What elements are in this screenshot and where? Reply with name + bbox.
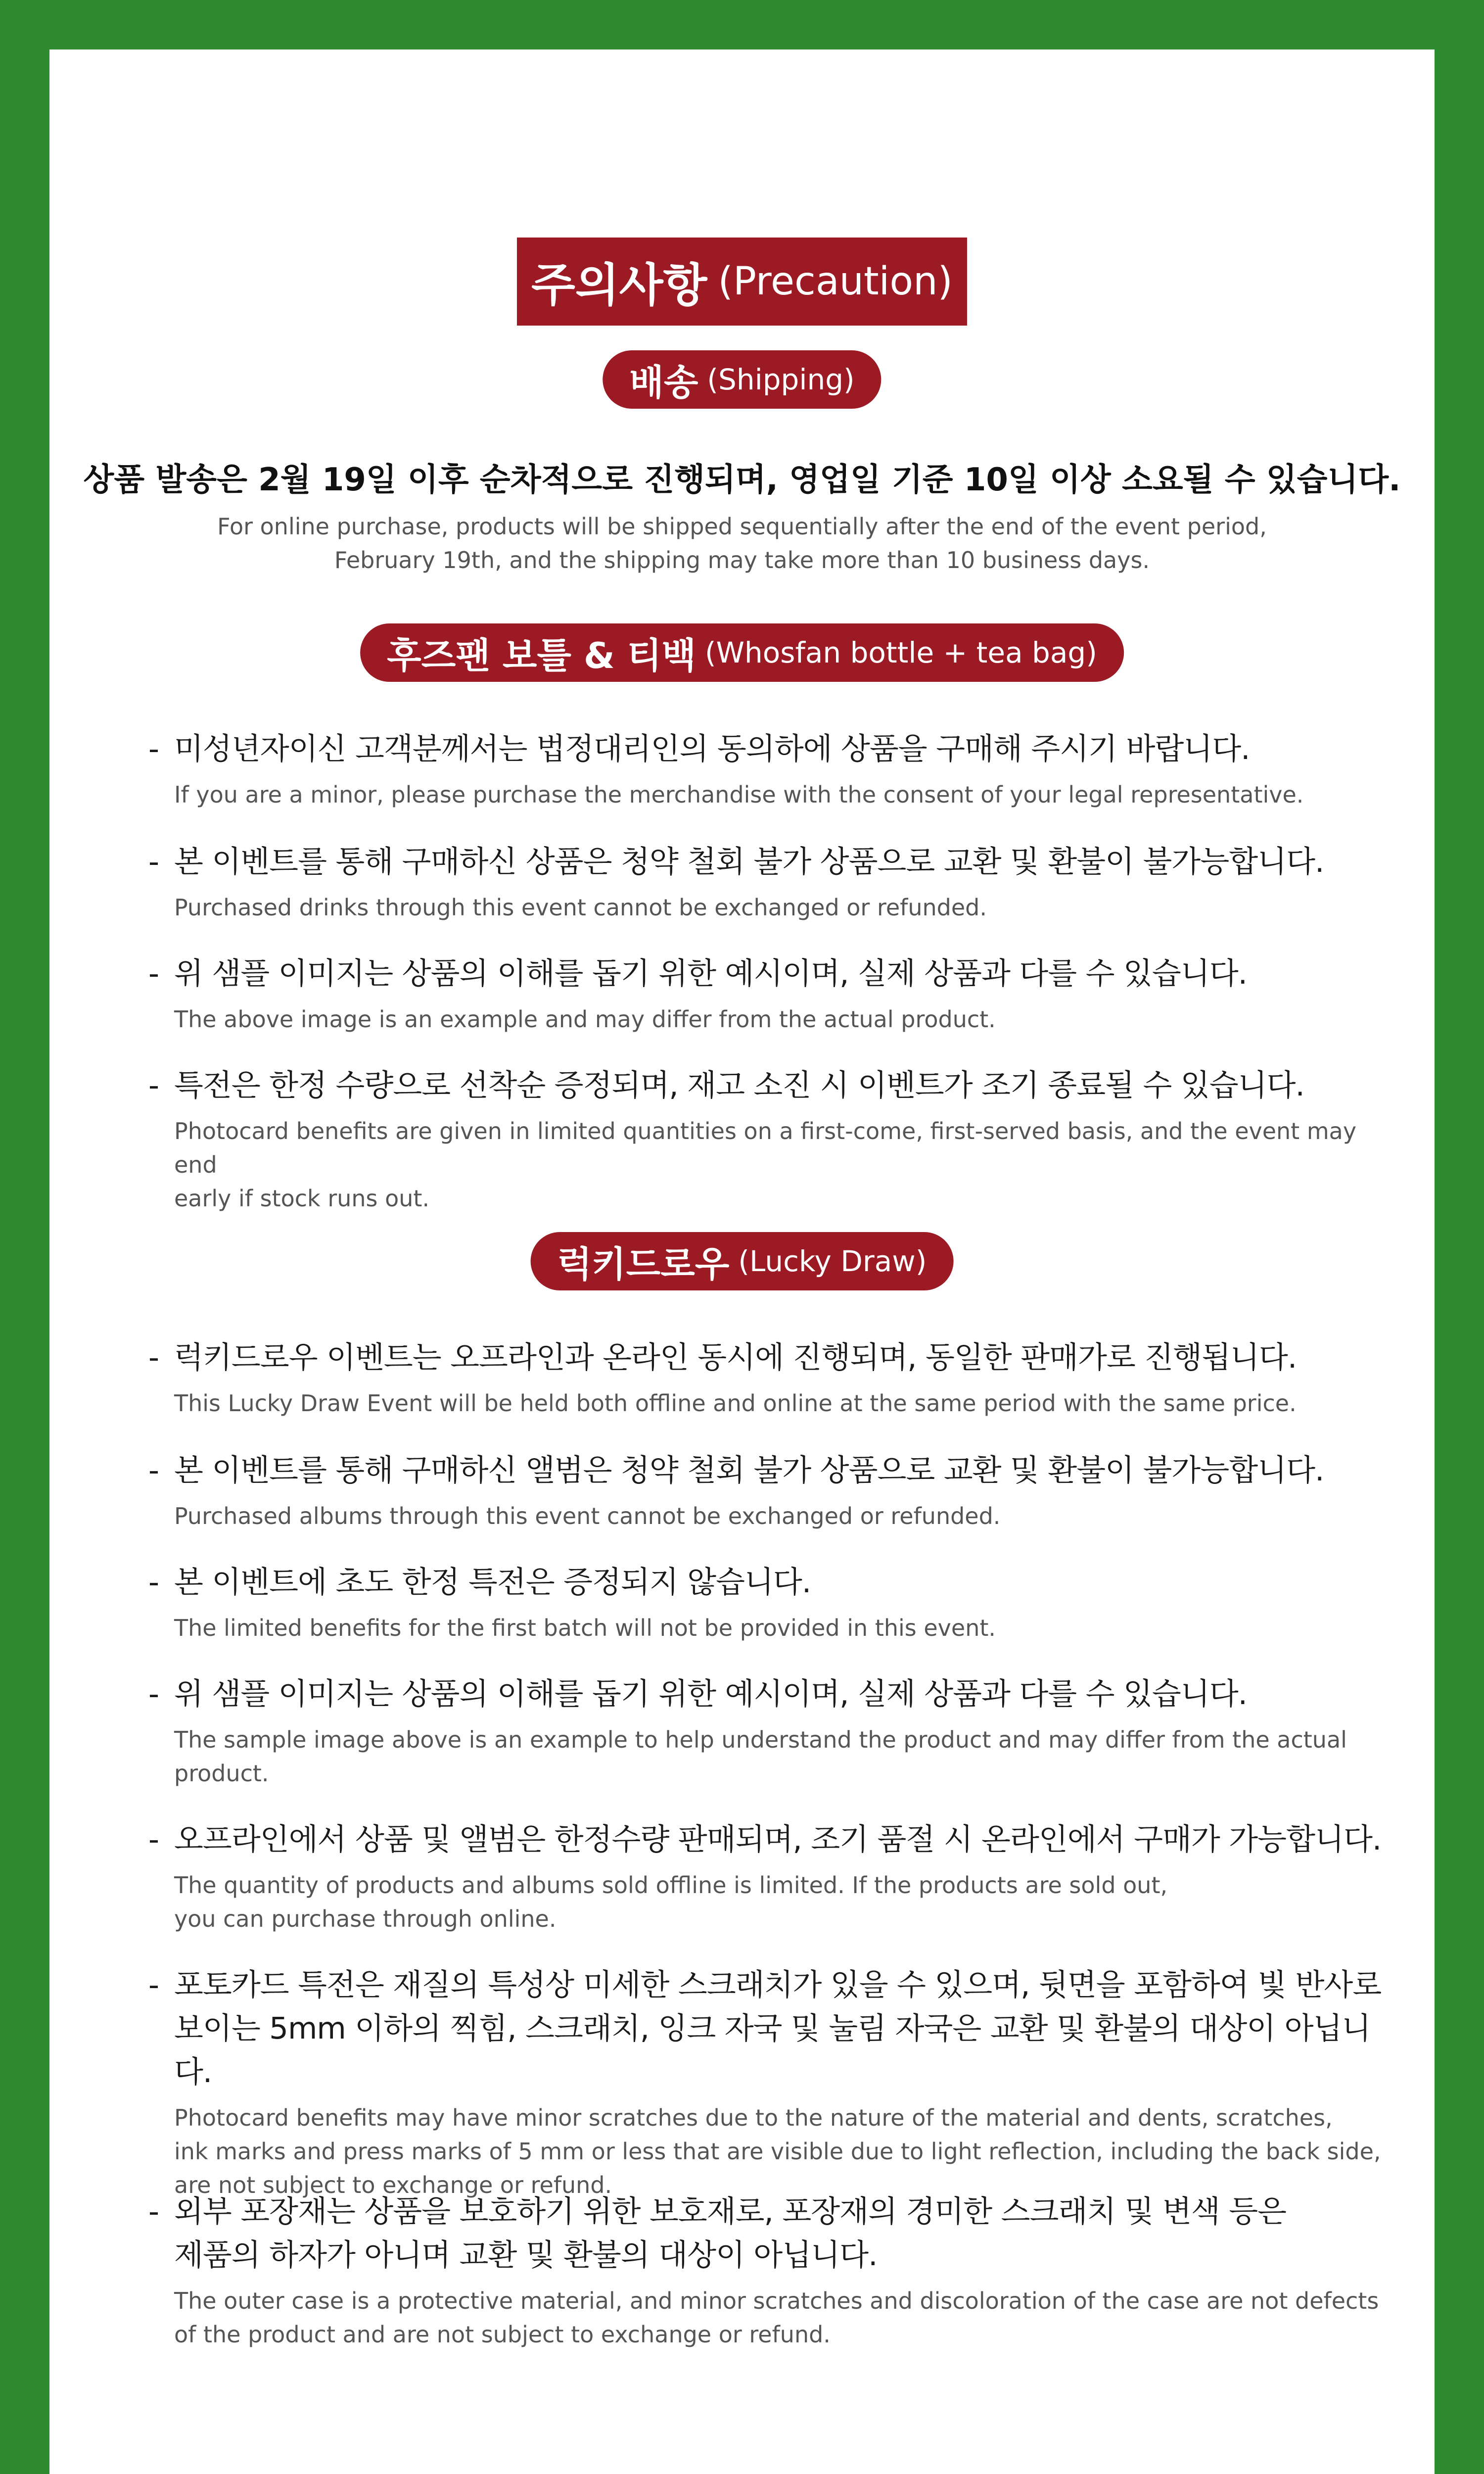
precaution-en	[148, 2101, 1385, 2202]
page-title	[517, 238, 967, 326]
precaution-ko-line: - 럭키드로우 이벤트는 오프라인과 온라인 동시에 진행되며, 동일한 판매가로 진행됩니다.	[174, 1340, 1297, 1375]
page-title-en: (Precaution)	[718, 259, 953, 304]
precaution-ko-line: - 위 샘플 이미지는 상품의 이해를 돕기 위한 예시이며, 실제 상품과 다를 수 있습니다.	[174, 956, 1248, 991]
precaution-item	[148, 1336, 1385, 1420]
shipping-notice-en-line: February 19th, and the shipping may take more than 10 business days.	[334, 547, 1150, 573]
precaution-ko	[148, 1449, 1385, 1492]
precaution-en-line: ink marks and press marks of 5 mm or less that are visible due to light reflection, including the back side,	[174, 2138, 1381, 2165]
precaution-ko	[148, 1818, 1385, 1861]
precaution-ko-line: - 본 이벤트에 초도 한정 특전은 증정되지 않습니다.	[174, 1565, 811, 1600]
precaution-en-line: Photocard benefits may have minor scratches due to the nature of the material and dents, scratches,	[174, 2104, 1333, 2131]
precaution-ko	[148, 1561, 1385, 1604]
page-title-ko: 주의사항	[531, 259, 707, 312]
precaution-ko	[148, 952, 1385, 996]
precaution-item	[148, 1818, 1385, 1936]
precaution-item	[148, 727, 1385, 811]
precaution-ko	[148, 1336, 1385, 1380]
precaution-en-line: The outer case is a protective material, and minor scratches and discoloration of the case are not defects	[174, 2287, 1379, 2314]
precaution-en	[148, 1114, 1385, 1215]
section-label-en: (Lucky Draw)	[738, 1244, 927, 1278]
section-label-shipping	[603, 350, 881, 409]
precaution-item	[148, 1064, 1385, 1215]
precaution-item	[148, 952, 1385, 1036]
section-label-ko: 배송	[629, 362, 698, 403]
precaution-en-line: The quantity of products and albums sold offline is limited. If the products are sold out,	[174, 1872, 1168, 1899]
precaution-item	[148, 2190, 1385, 2351]
precaution-item	[148, 1963, 1385, 2202]
precaution-ko	[148, 840, 1385, 884]
precaution-en-line: are not subject to exchange or refund.	[174, 2172, 612, 2198]
precaution-ko	[148, 1963, 1385, 2094]
precaution-ko-line: - 위 샘플 이미지는 상품의 이해를 돕기 위한 예시이며, 실제 상품과 다를 수 있습니다.	[174, 1676, 1248, 1712]
precaution-ko	[148, 1672, 1385, 1716]
precaution-en	[148, 2284, 1385, 2351]
section-label-en: (Shipping)	[707, 363, 855, 396]
precaution-en-line: The limited benefits for the first batch will not be provided in this event.	[174, 1615, 996, 1641]
section-label-bottle	[360, 623, 1124, 682]
shipping-notice-ko: 상품 발송은 2월 19일 이후 순차적으로 진행되며, 영업일 기준 10일 이상 소요될 수 있습니다.	[83, 462, 1401, 498]
precaution-en-line: This Lucky Draw Event will be held both offline and online at the same period with the same price.	[174, 1390, 1297, 1417]
precaution-item	[148, 1561, 1385, 1645]
section-label-lucky-draw	[531, 1232, 954, 1290]
precaution-ko-line: 제품의 하자가 아니며 교환 및 환불의 대상이 아닙니다.	[174, 2237, 878, 2273]
precaution-en-line: The sample image above is an example to help understand the product and may differ from the actual	[174, 1726, 1347, 1753]
precaution-ko-line: - 포토카드 특전은 재질의 특성상 미세한 스크래치가 있을 수 있으며, 뒷면을 포함하여 빛 반사로	[174, 1967, 1382, 2002]
precaution-en	[148, 1002, 1385, 1036]
precaution-en	[148, 1611, 1385, 1645]
notice-card	[49, 49, 1435, 2474]
precaution-ko	[148, 2190, 1385, 2277]
precaution-ko-line: 보이는 5mm 이하의 찍힘, 스크래치, 잉크 자국 및 눌림 자국은 교환 및 환불의 대상이 아닙니다.	[174, 2011, 1371, 2090]
precaution-ko-line: - 본 이벤트를 통해 구매하신 상품은 청약 철회 불가 상품으로 교환 및 환불이 불가능합니다.	[174, 844, 1324, 879]
precaution-en	[148, 778, 1385, 811]
precaution-en	[148, 891, 1385, 924]
precaution-item	[148, 1449, 1385, 1533]
precaution-en-line: The above image is an example and may differ from the actual product.	[174, 1006, 996, 1033]
precaution-en-line: early if stock runs out.	[174, 1185, 430, 1212]
precaution-item	[148, 840, 1385, 924]
precaution-en-line: Purchased drinks through this event cannot be exchanged or refunded.	[174, 894, 987, 921]
precaution-ko-line: - 미성년자이신 고객분께서는 법정대리인의 동의하에 상품을 구매해 주시기 바랍니다.	[174, 731, 1250, 766]
precaution-en-line: If you are a minor, please purchase the merchandise with the consent of your legal representative.	[174, 781, 1304, 808]
precaution-en-line: Photocard benefits are given in limited quantities on a first-come, first-served basis, and the event may end	[174, 1118, 1357, 1178]
precaution-ko	[148, 727, 1385, 771]
precaution-en-line: you can purchase through online.	[174, 1905, 556, 1932]
section-label-ko: 럭키드로우	[557, 1243, 730, 1285]
section-label-en: (Whosfan bottle + tea bag)	[705, 636, 1097, 669]
precaution-ko-line: - 외부 포장재는 상품을 보호하기 위한 보호재로, 포장재의 경미한 스크래치 및 변색 등은	[174, 2194, 1287, 2229]
precaution-item	[148, 1672, 1385, 1790]
shipping-notice-en	[49, 510, 1435, 577]
precaution-en-line: of the product and are not subject to exchange or refund.	[174, 2321, 831, 2348]
section-label-ko: 후즈팬 보틀 & 티백	[387, 635, 696, 676]
shipping-notice-en-line: For online purchase, products will be shipped sequentially after the end of the event period,	[217, 513, 1267, 540]
precaution-en-line: Purchased albums through this event cannot be exchanged or refunded.	[174, 1503, 1001, 1529]
precaution-ko-line: - 오프라인에서 상품 및 앨범은 한정수량 판매되며, 조기 품절 시 온라인에서 구매가 가능합니다.	[174, 1822, 1382, 1857]
precaution-ko-line: - 본 이벤트를 통해 구매하신 앨범은 청약 철회 불가 상품으로 교환 및 환불이 불가능합니다.	[174, 1453, 1324, 1488]
precaution-en-line: product.	[174, 1760, 269, 1787]
precaution-ko	[148, 1064, 1385, 1107]
precaution-en	[148, 1868, 1385, 1936]
precaution-ko-line: - 특전은 한정 수량으로 선착순 증정되며, 재고 소진 시 이벤트가 조기 종료될 수 있습니다.	[174, 1068, 1304, 1103]
precaution-en	[148, 1723, 1385, 1790]
precaution-en	[148, 1499, 1385, 1533]
precaution-en	[148, 1386, 1385, 1420]
